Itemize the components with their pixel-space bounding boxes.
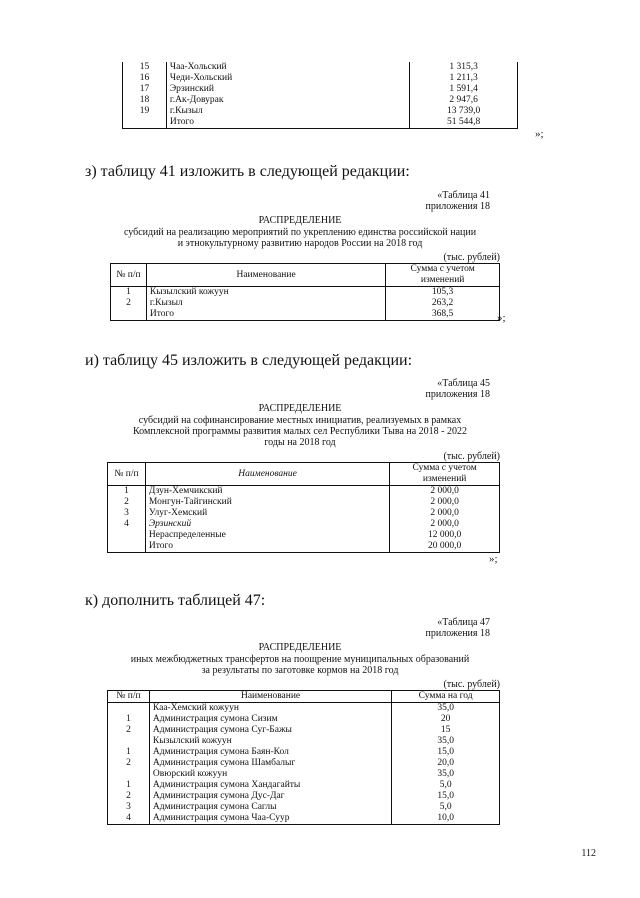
section-z-subtitle-2: и этнокультурному развитию народов России на 2018 год	[177, 238, 423, 249]
row-number	[108, 530, 146, 541]
table-row	[123, 73, 518, 84]
section-z-units: (тыс. рублей)	[443, 252, 500, 263]
row-number	[108, 769, 150, 780]
row-name: Администрация сумона Баян-Кол	[149, 747, 391, 758]
row-sum: 15,0	[392, 747, 500, 758]
row-name: Дзун-Хемчикский	[145, 486, 389, 498]
section-z-subtitle-1: субсидий на реализацию мероприятий по укреплению единства российской нации	[123, 227, 477, 238]
table-row	[108, 791, 500, 802]
row-sum: 2 000,0	[390, 508, 500, 519]
row-sum: 35,0	[392, 703, 500, 715]
row-sum: 20	[392, 714, 500, 725]
section-k-title: РАСПРЕДЕЛЕНИЕ	[258, 642, 342, 653]
col-name-header: Наименование	[146, 264, 385, 287]
row-name: Монгун-Тайгинский	[145, 497, 389, 508]
row-name: Кызылский кожуун	[149, 736, 391, 747]
section-k-subtitle-2: за результаты по заготовке кормов на 2018 год	[201, 665, 399, 676]
row-number: 17	[123, 84, 167, 95]
row-name: Овюрский кожуун	[149, 769, 391, 780]
table-row	[108, 530, 500, 541]
row-sum: 20,0	[392, 758, 500, 769]
row-name: Итого	[146, 309, 385, 321]
row-sum: 2 000,0	[390, 486, 500, 498]
table-row	[108, 769, 500, 780]
table-47	[107, 690, 500, 825]
col-sum-header: Сумма на год	[392, 691, 500, 703]
section-k-heading: к) дополнить таблицей 47:	[85, 592, 266, 609]
row-sum: 10,0	[392, 813, 500, 825]
row-sum: 1 315,3	[410, 62, 518, 73]
row-number: 3	[108, 802, 150, 813]
section-k-units: (тыс. рублей)	[443, 679, 500, 690]
table-row	[111, 287, 500, 299]
row-sum: 20 000,0	[390, 541, 500, 553]
col-sum-header: Сумма с учетом изменений	[390, 463, 500, 486]
row-number: 18	[123, 95, 167, 106]
col-name-header: Наименование	[145, 463, 389, 486]
table-row	[108, 747, 500, 758]
section-k-ref-2: приложения 18	[425, 628, 490, 639]
table-row	[108, 541, 500, 553]
row-sum: 105,3	[386, 287, 500, 299]
row-number: 1	[108, 780, 150, 791]
row-name: Администрация сумона Саглы	[149, 802, 391, 813]
row-name: Каа-Хемский кожуун	[149, 703, 391, 715]
row-sum: 2 000,0	[390, 519, 500, 530]
table-row	[123, 106, 518, 117]
section-z-heading: з) таблицу 41 изложить в следующей редакции:	[85, 163, 410, 180]
table-row	[108, 714, 500, 725]
section-i-title: РАСПРЕДЕЛЕНИЕ	[258, 403, 342, 414]
row-number: 1	[108, 714, 150, 725]
row-name: Чеди-Хольский	[166, 73, 409, 84]
row-number: 1	[108, 747, 150, 758]
row-sum: 1 591,4	[410, 84, 518, 95]
row-sum: 368,5	[386, 309, 500, 321]
row-name: г.Кызыл	[146, 298, 385, 309]
row-sum: 5,0	[392, 802, 500, 813]
section-k-ref-1: «Таблица 47	[437, 617, 490, 628]
table-row	[108, 519, 500, 530]
row-sum: 35,0	[392, 736, 500, 747]
row-number: 2	[108, 791, 150, 802]
row-number	[108, 736, 150, 747]
row-number: 2	[111, 298, 147, 309]
row-sum: 1 211,3	[410, 73, 518, 84]
row-name: Улуг-Хемский	[145, 508, 389, 519]
row-sum: 2 947,6	[410, 95, 518, 106]
page-number: 112	[581, 848, 596, 859]
row-number: 4	[108, 813, 150, 825]
table-row	[111, 298, 500, 309]
row-number	[108, 541, 146, 553]
row-name: Администрация сумона Суг-Бажы	[149, 725, 391, 736]
end-quote-z: »;	[497, 312, 506, 324]
col-num-header: № п/п	[108, 691, 150, 703]
row-name: Администрация сумона Дус-Даг	[149, 791, 391, 802]
section-i-heading: и) таблицу 45 изложить в следующей редакции:	[85, 352, 413, 369]
end-quote-i: »;	[489, 553, 498, 565]
section-z-title: РАСПРЕДЕЛЕНИЕ	[258, 215, 342, 226]
table-row	[108, 813, 500, 825]
section-i-subtitle-1: субсидий на софинансирование местных инициатив, реализуемых в рамках	[138, 415, 462, 426]
section-z-ref-1: «Таблица 41	[437, 190, 490, 201]
table-row	[111, 309, 500, 321]
table-row	[108, 497, 500, 508]
row-number: 2	[108, 725, 150, 736]
row-sum: 13 739,0	[410, 106, 518, 117]
row-number: 19	[123, 106, 167, 117]
row-number: 2	[108, 497, 146, 508]
row-number: 3	[108, 508, 146, 519]
row-sum: 2 000,0	[390, 497, 500, 508]
section-i-units: (тыс. рублей)	[443, 451, 500, 462]
col-name-header: Наименование	[149, 691, 391, 703]
table-41	[110, 263, 500, 321]
row-sum: 51 544,8	[410, 117, 518, 129]
table-row	[108, 802, 500, 813]
section-i-ref-2: приложения 18	[425, 389, 490, 400]
row-name: Администрация сумона Чаа-Суур	[149, 813, 391, 825]
table-row	[108, 486, 500, 498]
table-row	[123, 117, 518, 129]
row-sum: 35,0	[392, 769, 500, 780]
row-number	[111, 309, 147, 321]
row-number	[123, 117, 167, 129]
row-sum: 263,2	[386, 298, 500, 309]
col-sum-header: Сумма с учетом изменений	[386, 264, 500, 287]
row-sum: 5,0	[392, 780, 500, 791]
row-name: Эрзинский	[145, 519, 389, 530]
table-row	[108, 725, 500, 736]
row-name: Администрация сумона Шамбалыг	[149, 758, 391, 769]
row-name: Чаа-Хольский	[166, 62, 409, 73]
table-row	[108, 780, 500, 791]
row-number: 1	[111, 287, 147, 299]
table-row	[108, 703, 500, 715]
row-number: 1	[108, 486, 146, 498]
table-row	[123, 84, 518, 95]
section-k-subtitle-1: иных межбюджетных трансфертов на поощрение муниципальных образований	[130, 654, 470, 665]
col-num-header: № п/п	[108, 463, 146, 486]
section-i-subtitle-2: Комплексной программы развития малых сел Республики Тыва на 2018 - 2022	[132, 426, 468, 437]
table-45	[107, 462, 500, 553]
col-num-header: № п/п	[111, 264, 147, 287]
row-name: г.Ак-Довурак	[166, 95, 409, 106]
row-sum: 12 000,0	[390, 530, 500, 541]
table-row	[108, 508, 500, 519]
table-row	[108, 736, 500, 747]
row-number: 4	[108, 519, 146, 530]
table-row	[108, 758, 500, 769]
row-sum: 15,0	[392, 791, 500, 802]
table-row	[123, 95, 518, 106]
row-name: Кызылский кожуун	[146, 287, 385, 299]
section-i-subtitle-3: годы на 2018 год	[264, 437, 336, 448]
row-name: Итого	[166, 117, 409, 129]
row-name: Администрация сумона Хандагайты	[149, 780, 391, 791]
row-number	[108, 703, 150, 715]
section-i-ref-1: «Таблица 45	[437, 378, 490, 389]
row-number: 15	[123, 62, 167, 73]
row-name: Нераспределенные	[145, 530, 389, 541]
row-name: Администрация сумона Сизим	[149, 714, 391, 725]
section-z-ref-2: приложения 18	[425, 201, 490, 212]
row-name: Эрзинский	[166, 84, 409, 95]
table-row	[123, 62, 518, 73]
row-sum: 15	[392, 725, 500, 736]
row-name: Итого	[145, 541, 389, 553]
row-number: 2	[108, 758, 150, 769]
end-quote-top: »;	[535, 128, 544, 140]
row-number: 16	[123, 73, 167, 84]
table-top	[122, 62, 518, 129]
row-name: г.Кызыл	[166, 106, 409, 117]
